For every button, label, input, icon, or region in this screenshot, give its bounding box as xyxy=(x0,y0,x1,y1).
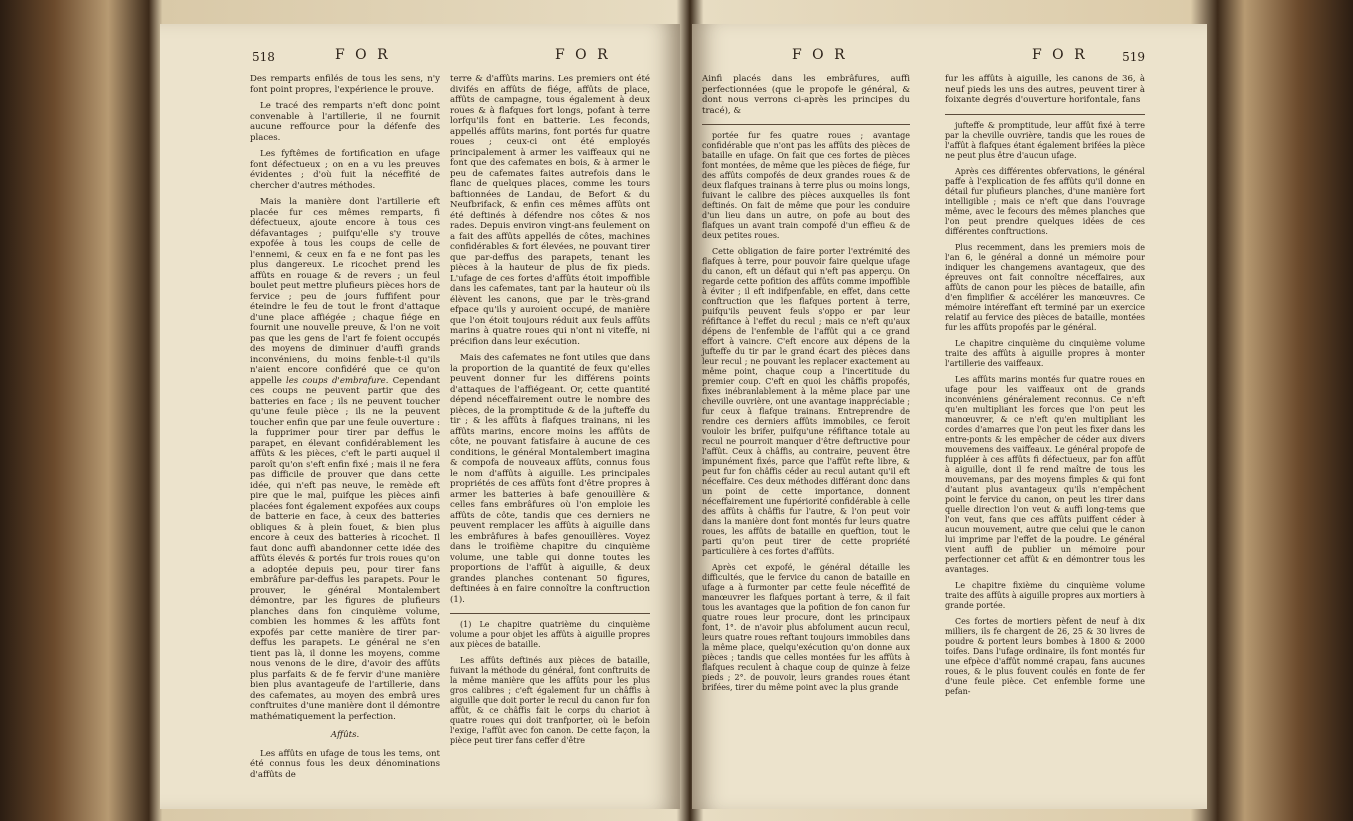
page-number: 518 xyxy=(252,50,275,64)
footnote: Les affûts marins montés fur quatre roues en ufage pour les vaiffeaux ont de grands inconvéniens généralement reconnus. Ce n'eft qu'en multipliant les forces que l'on peut les manœuvrer, & ce n'eft qu'en multipliant les cordes d'amarres que l'on peut les fixer dans les entre-ponts & les empêcher de céder aux divers mouvemens des vaiffeaux. Le général propofe de fuppléer à ces affûts fi défectueux, par fon affût à aiguille, dont il fe rend maître de tous les mouvemans, par des moyens fimples & qui font d'autant plus avantageux qu'ils n'empêchent point le fervice du canon, on peut les tirer dans quelle direction l'on veut & auffi long-tems que l'on veut, fans que ces affûts puiffent céder à aucun mouvement, autre que celui que le canon lui imprime par l'effet de la poudre. Le général vient auffi de publier un mémoire pour perfectionner cet affût & en démontrer tous les avantages. xyxy=(945,374,1145,574)
paragraph xyxy=(250,197,440,722)
footnote: Le chapitre cinquième du cinquième volume traite des affûts à aiguille propres à monter l'artillerie des vaiffeaux. xyxy=(945,338,1145,368)
footnote: portée fur fes quatre roues ; avantage confidérable que n'ont pas les affûts des pièces de bataille en ufage. On fait que ces fortes de pièces font montées, de même que les pièces de fiége, fur des affûts compofés de deux grandes roues & de deux flafques trainans à terre plus ou moins longs, fuivant le calibre des pièces auxquelles ils font deftinés. On fait de même que pour les conduire d'un lieu dans un autre, on pofe au bout des flafques un avant train compofé d'un effieu & de deux petites roues. xyxy=(702,131,910,240)
paragraph: terre & d'affûts marins. Les premiers ont été divifés en affûts de fiége, affûts de place, affûts de campagne, tous également à deux roues & à flafques fort longs, pofant à terre lorfqu'ils font en batterie. Les feconds, appellés affûts marins, font portés fur quatre roues ; ceux-ci ont été employés principalement à armer les vaiffeaux qui ne font que des cafemates en bois, & à armer le peu de cafemates faites autrefois dans le flanc de quelques places, comme les tours baftionnées de Landau, de Befort & du Neufbrifack, & enfin ces mêmes affûts ont été deftinés à défendre nos côtes & nos rades. Depuis environ vingt-ans feulement on a fait des affûts appellés de côtes, machines confidérables & fort élevées, ne pouvant tirer que par-deffus des parapets, tenant les pièces à la hauteur de plus de fix pieds. L'ufage de ces fortes d'affûts étoit impoffible dans les cafemates, tant par la hauteur où ils élèvent les canons, que par le très-grand efpace qu'ils y auroient occupé, de manière que l'on étoit toujours réduit aux feuls affûts marins à quatre roues qui n'ont ni viteffe, ni précifion dans leur exécution. xyxy=(450,74,650,347)
paragraph-text: Mais la manière dont l'artillerie eft placée fur ces mêmes remparts, fi défectueux, ajoute encore à tous ces défavantages ; puifqu'elle s'y trouve expofée à tous les coups de celle de l'ennemi, & ceux en fa e ne font pas les plus dangereux. Le ricochet prend les affûts en rouage & de revers ; un feul boulet peut mettre plufieurs pièces hors de fervice ; peu de jours fuffifent pour éteindre le feu de tout le front d'attaque d'une place affiégée ; chaque fiége en fournit une nouvelle preuve, & l'on ne voit pas que les gens de l'art fe foient occupés des moyens de diminuer d'auffi grands inconvéniens, du moins fenble-t-il qu'ils n'aient encore confidéré que ce qu'on appelle xyxy=(250,197,440,386)
footnote: Ces fortes de mortiers pèfent de neuf à dix milliers, ils fe chargent de 26, 25 & 30 livres de poudre & portent leurs bombes à 1800 & 2000 toifes. Dans l'ufage ordinaire, ils font montés fur une efpèce d'affût nommé crapau, fans aucunes roues, & le plus fouvent coulés en fonte de fer d'une feule pièce. Cet enfemble forme une pefan- xyxy=(945,616,1145,696)
section-heading: Affûts. xyxy=(330,730,360,740)
text-column xyxy=(945,74,1145,703)
right-page xyxy=(692,24,1207,809)
italic-term: les coups d'embrafure. xyxy=(285,375,389,386)
footnote: Cette obligation de faire porter l'extrémité des flafques à terre, pour pouvoir faire quelque ufage du canon, eft un défaut qui n'eft pas apperçu. On regarde cette pofition des affûts comme impoffible à éviter ; il eft indifpenfable, en effet, dans cette conftruction que les flafques portent à terre, puifqu'ils peuvent feuls s'oppo er par leur réfiftance à l'effet du recul ; mais ce n'eft qu'aux dépens de l'enfemble de l'affût qui a ce grand effort à vaincre. C'eft encore aux dépens de la jufteffe du tir par le grand écart des pièces dans leur recul ; ne pouvant les replacer exactement au même point, chaque coup a l'incertitude du premier coup. C'eft en quoi les châffis propofés, fixes inébranlablement à la même place par une cheville ouvrière, ont une avantage inappréciable ; fur ceux à flafque trainans. Entreprendre de rendre ces derniers affûts immobiles, ce feroit vouloir les brifer, puifqu'une réfiftance totale au recul ne pourroit manquer d'être deftructive pour l'affût. Ceux à châffis, au contraire, peuvent être impunément fixés, parce que l'affût refte libre, & peut fur fon châffis céder au recul autant qu'il eft néceffaire. Ces deux méthodes différant donc dans un point de cette importance, donnent néceffairement une fupériorité confidérable à celle des affûts à châffis fur l'autre, & l'on peut voir dans la manière dont font montés fur leurs quatre roues, les affûts de bataille en queftion, tout le parti qu'on peut tirer de cette propriété particulière à ces fortes d'affûts. xyxy=(702,247,910,556)
page-number: 519 xyxy=(1122,50,1145,64)
text-column xyxy=(250,74,440,786)
footnote: Après ces différentes obfervations, le général paffe à l'explication de fes affûts qu'il donne en détail fur plufieurs planches, d'une manière fort intelligible ; mais ce n'eft que dans l'ouvrage même, avec le fecours des mêmes planches que l'on peut prendre quelques idées de ces différentes conftructions. xyxy=(945,166,1145,236)
text-column xyxy=(702,74,910,699)
left-page-header xyxy=(160,47,680,68)
paragraph: Les affûts en ufage de tous les tems, ont été connus fous les deux dénominations d'affûts de xyxy=(250,748,440,780)
left-page xyxy=(160,24,680,809)
text-column xyxy=(450,74,650,752)
paragraph: Les fyftêmes de fortification en ufage font défectueux ; on en a vu les preuves évidentes ; d'où fuit la néceffité de chercher d'autres méthodes. xyxy=(250,149,440,191)
footnote: jufteffe & promptitude, leur affût fixé à terre par la cheville ouvrière, tandis que les roues de l'affût à flafques étant également brifées la pièce ne peut plus être d'aucun ufage. xyxy=(945,120,1145,160)
paragraph-text: Cependant ces coups ne peuvent partir que des batteries en face ; ils ne peuvent toucher qu'une feule pièce ; ils ne la peuvent toucher enfin que par une feule ouverture : la fupprimer pour tirer par deffus le parapet, en élevant confidérablement les affûts & les pièces, c'eft le parti auquel il paroît qu'on s'eft enfin fixé ; mais il ne fera pas difficile de prouver que dans cette idée, qui n'eft pas neuve, le remède eft pire que le mal, puifque les pièces ainfi placées font également expofées aux coups de batterie en face, à ceux des batteries obliques & à plein fouet, & bien plus encore à ceux des batteries à ricochet. Il faut donc auffi abandonner cette idée des affûts élevés & portés fur trois roues qu'on a adoptée depuis peu, pour tirer fans embrâfure par-deffus les parapets. Pour le prouver, le général Montalembert démontre, par les figures de plufieurs planches dans fon cinquième volume, combien les hommes & les affûts font expofés par cette manière de tirer par-deffus les parapets. Le général ne s'en tient pas là, il donne les moyens, comme nous venons de le dire, d'avoir des affûts plus parfaits & de fe fervir d'une manière bien plus avantageufe de l'artillerie, dans des cafemates, au moyen des embrâ ures conftruites d'une manière dont il démontre mathématiquement la perfection. xyxy=(250,375,441,722)
running-head: F O R xyxy=(1032,47,1088,63)
running-head: F O R xyxy=(335,47,391,63)
footnote: Les affûts deftinés aux pièces de bataille, fuivant la méthode du général, font conftruits de la même manière que les affûts pour les plus gros calibres ; c'eft également fur un châffis à aiguille que doit porter le recul du canon fur fon affût, & ce châffis fait le corps du chariot à quatre roues qui doit tranfporter, où le befoin l'exige, l'affût avec fon canon. De cette façon, la pièce peut tirer fans ceffer d'être xyxy=(450,656,650,745)
paragraph: Le tracé des remparts n'eft donc point convenable à l'artillerie, il ne fournit aucune reffource pour la défenfe des places. xyxy=(250,101,440,143)
footnote-divider xyxy=(945,114,1145,115)
running-head: F O R xyxy=(555,47,611,63)
right-page-header xyxy=(692,47,1207,68)
paragraph: Des remparts enfilés de tous les sens, n'y font point propres, l'expérience le prouve. xyxy=(250,74,440,95)
footnote: (1) Le chapitre quatrième du cinquième volume a pour objet les affûts à aiguille propres aux pièces de bataille. xyxy=(450,620,650,649)
paragraph: Mais des cafemates ne font utiles que dans la proportion de la quantité de feux qu'elles peuvent donner fur les différens points d'attaques de l'affiégeant. Or, cette quantité dépend néceffairement outre le nombre des pièces, de la promptitude & de la jufteffe du tir ; & les affûts à flafques trainans, ni les affûts marins, encore moins les affûts de côte, ne pouvant fatisfaire à aucune de ces conditions, le général Montalembert imagina & compofa de nouveaux affûts, connus fous le nom d'affûts à aiguille. Les principales propriétés de ces affûts font d'être propres à armer les batteries à bafe genouillère & celles fans embrâfures où l'on emploie les affûts de côte, tandis que ces derniers ne peuvent remplacer les affûts à aiguille dans les embrâfures à bafes genouillères. Voyez dans le troifième chapitre du cinquième volume, une table qui donne toutes les proportions de l'affût à aiguille, & deux grandes planches contenant 50 figures, deftinées à en faire connoître la conftruction (1). xyxy=(450,353,650,605)
footnote: Le chapitre fixième du cinquième volume traite des affûts à aiguille propres aux mortiers à grande portée. xyxy=(945,580,1145,610)
paragraph: Ainfi placés dans les embrâfures, auffi perfectionnées (que le propofe le général, & dont nous verrons ci-après les principes du tracé), & xyxy=(702,74,910,116)
footnote: Après cet expofé, le général détaille les difficultés, que le fervice du canon de bataille en ufage a à furmonter par cette feule néceffité de manœuvrer les flafques portant à terre, & il fait tous les avantages que la pofition de fon canon fur quatre roues leur procure, dont les principaux font, 1°. de n'avoir plus abfolument aucun recul, leurs quatre roues reftant toujours immobiles dans la même place, quelqu'exécution qu'on donne aux pièces ; tandis que celles montées fur les affûts à flafques reculent à chaque coup de quinze à feize pieds ; 2°. de pouvoir, leurs grandes roues étant brifées, tirer du même point avec la plus grande xyxy=(702,563,910,692)
footnote-divider xyxy=(450,613,650,614)
paragraph: fur les affûts à aiguille, les canons de 36, à neuf pieds les uns des autres, peuvent tirer à foixante degrés d'ouverture horifontale, fans xyxy=(945,74,1145,105)
footnote-divider xyxy=(702,124,910,125)
footnote: Plus recemment, dans les premiers mois de l'an 6, le général a donné un mémoire pour indiquer les changemens avantageux, que des épreuves ont fait connoître néceffaires, aux affûts de canon pour les pièces de bataille, afin d'en fimplifier & accélérer les manœuvres. Ce mémoire intéreffant eft terminé par un exercice relatif au fervice des pièces de bataille, montées fur les affûts propofés par le général. xyxy=(945,242,1145,332)
running-head: F O R xyxy=(792,47,848,63)
